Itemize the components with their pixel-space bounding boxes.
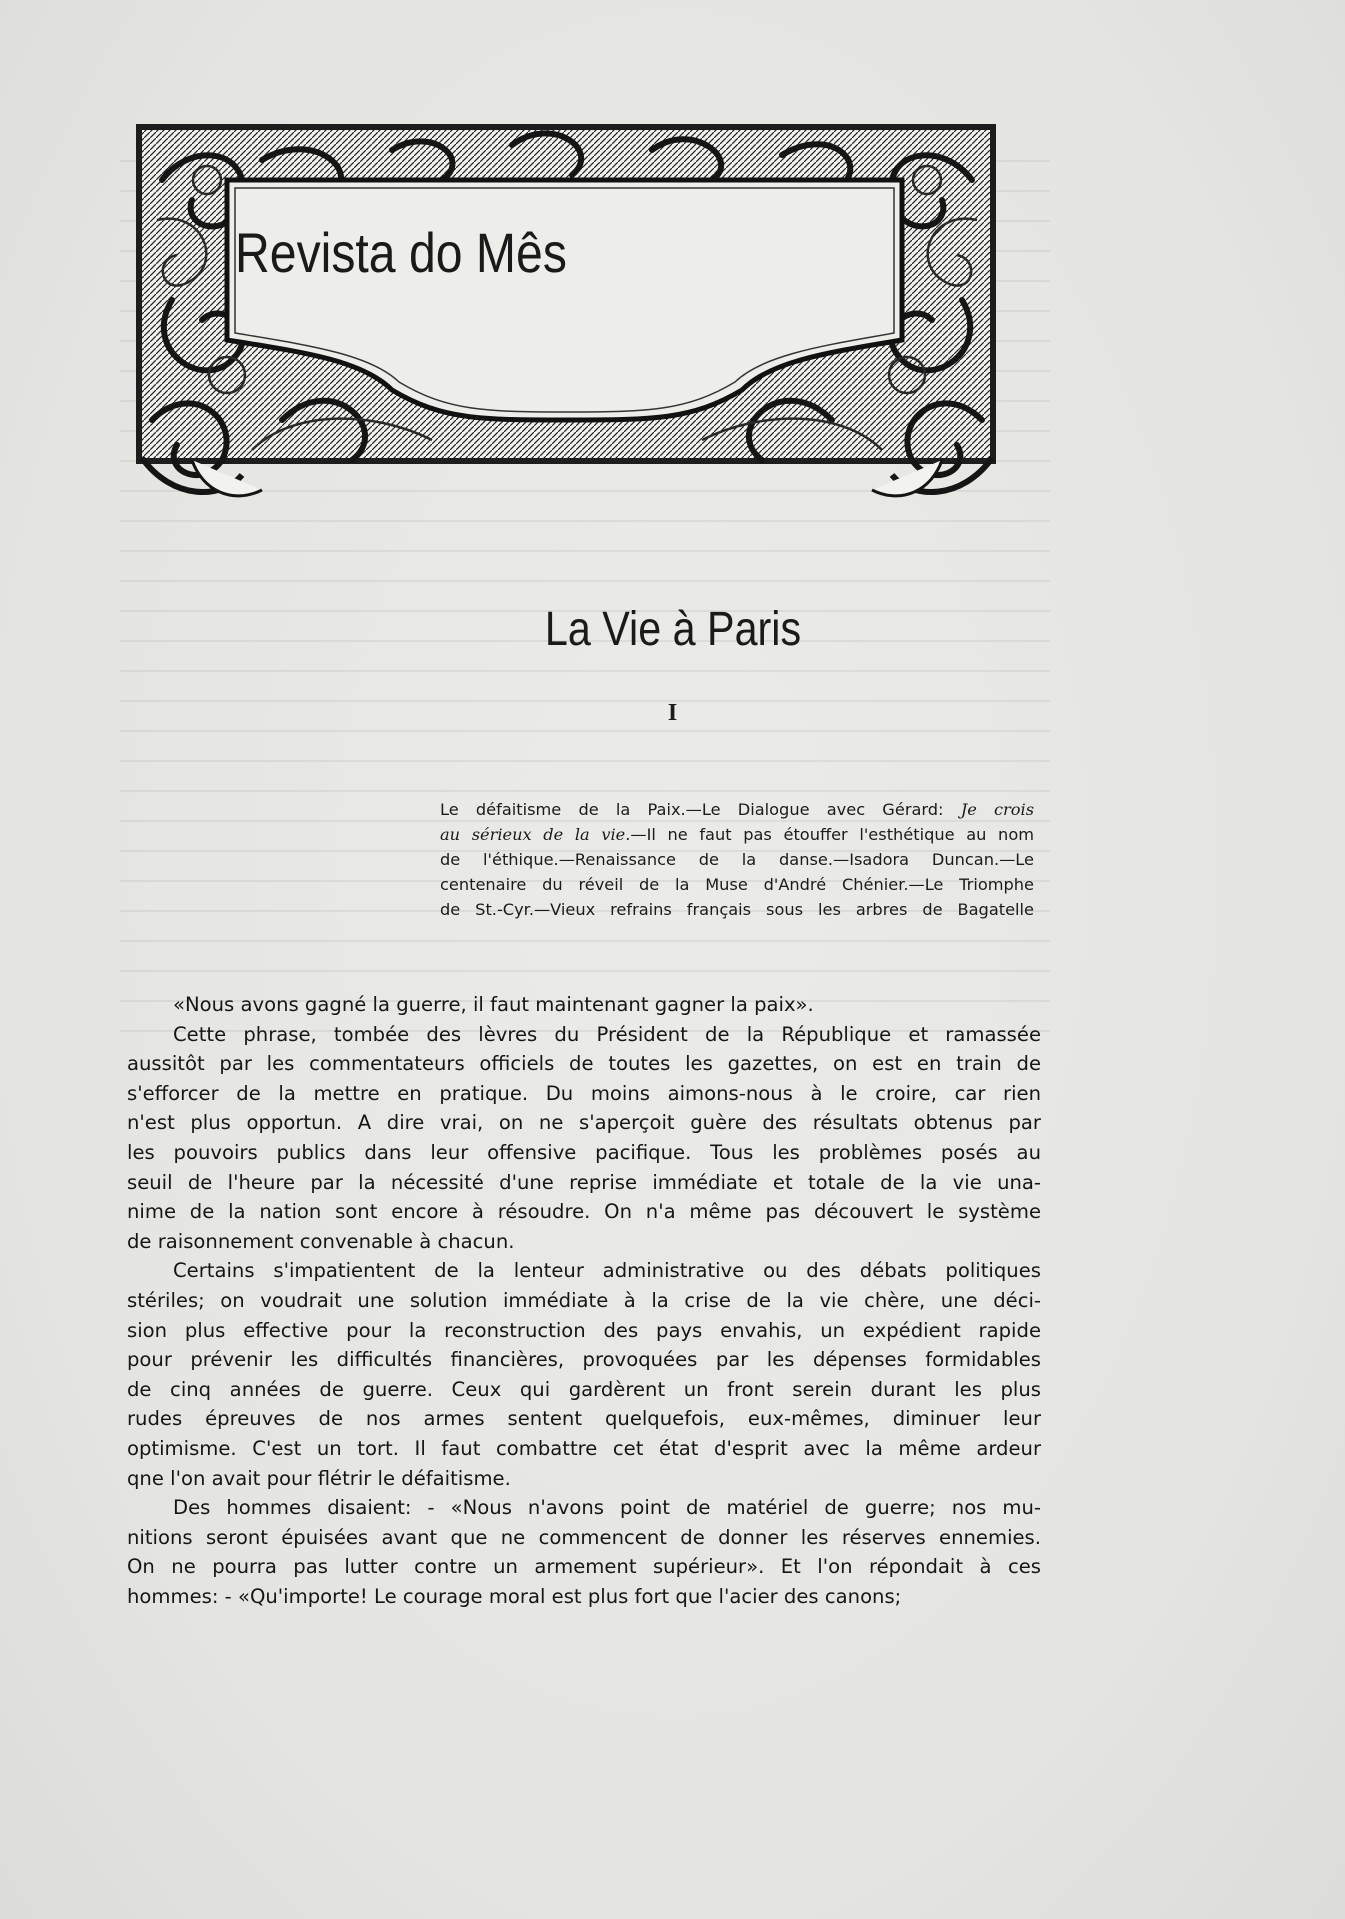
- section-title: [0, 602, 1345, 657]
- part-number: I: [667, 700, 678, 726]
- body-line: qne l'on avait pour flétrir le défaitisme.: [127, 1466, 511, 1490]
- summary-italic: Je crois: [960, 800, 1035, 819]
- summary-line: [440, 822, 1034, 847]
- summary-text: Le défaitisme de la Paix.—Le Dialogue avec Gérard:: [440, 800, 961, 819]
- body-line: les pouvoirs publics dans leur offensive pacifique. Tous les problèmes posés au: [127, 1140, 1041, 1164]
- summary-italic: au sérieux de la vie.: [440, 825, 631, 844]
- body-line: rudes épreuves de nos armes sentent quelquefois, eux-mêmes, diminuer leur: [127, 1407, 1041, 1431]
- article-body: [127, 990, 1041, 1611]
- summary-text: de l'éthique.—Renaissance de la danse.—Isadora Duncan.—Le: [440, 850, 1034, 869]
- summary-text: de St.-Cyr.—Vieux refrains français sous les arbres de Bagatelle: [440, 900, 1034, 919]
- summary-text: centenaire du réveil de la Muse d'André Chénier.—Le Triomphe: [440, 875, 1034, 894]
- body-line: Des hommes disaient: - «Nous n'avons point de matériel de guerre; nos mu-: [173, 1496, 1041, 1520]
- summary-line: [440, 797, 1034, 822]
- summary-text: —Il ne faut pas étouffer l'esthétique au nom: [630, 825, 1034, 844]
- banner-title: Revista do Mês: [235, 221, 567, 284]
- ornament-scrollwork: [132, 120, 1002, 515]
- body-line: seuil de l'heure par la nécessité d'une reprise immédiate et totale de la vie una-: [127, 1170, 1041, 1194]
- body-line: de raisonnement convenable à chacun.: [127, 1229, 515, 1253]
- body-line: aussitôt par les commentateurs officiels de toutes les gazettes, on est en train de: [127, 1052, 1041, 1076]
- body-line: n'est plus opportun. A dire vrai, on ne s'aperçoit guère des résultats obtenus par: [127, 1111, 1041, 1135]
- body-line: stériles; on voudrait une solution immédiate à la crise de la vie chère, une déci-: [127, 1288, 1041, 1312]
- summary-line: [440, 897, 1034, 922]
- body-line: hommes: - «Qu'importe! Le courage moral est plus fort que l'acier des canons;: [127, 1584, 902, 1608]
- chapter-summary: [440, 797, 1034, 922]
- section-title-text: La Vie à Paris: [544, 603, 801, 656]
- body-line: On ne pourra pas lutter contre un armement supérieur». Et l'on répondait à ces: [127, 1555, 1041, 1579]
- body-line: nime de la nation sont encore à résoudre. On n'a même pas découvert le système: [127, 1200, 1041, 1224]
- body-line: Cette phrase, tombée des lèvres du Président de la République et ramassée: [173, 1022, 1041, 1046]
- body-line: sion plus effective pour la reconstruction des pays envahis, un expédient rapide: [127, 1318, 1041, 1342]
- body-line: optimisme. C'est un tort. Il faut combattre cet état d'esprit avec la même ardeur: [127, 1436, 1041, 1460]
- summary-line: [440, 847, 1034, 872]
- body-line: de cinq années de guerre. Ceux qui gardèrent un front serein durant les plus: [127, 1377, 1041, 1401]
- body-line: nitions seront épuisées avant que ne commencent de donner les réserves ennemies.: [127, 1525, 1041, 1549]
- body-line: pour prévenir les difficultés financières, provoquées par les dépenses formidables: [127, 1348, 1041, 1372]
- body-line: Certains s'impatientent de la lenteur administrative ou des débats politiques: [173, 1259, 1041, 1283]
- body-line: s'efforcer de la mettre en pratique. Du moins aimons-nous à le croire, car rien: [127, 1081, 1041, 1105]
- ornamental-header-banner: [132, 120, 1002, 515]
- summary-line: [440, 872, 1034, 897]
- body-line: «Nous avons gagné la guerre, il faut maintenant gagner la paix».: [173, 993, 814, 1016]
